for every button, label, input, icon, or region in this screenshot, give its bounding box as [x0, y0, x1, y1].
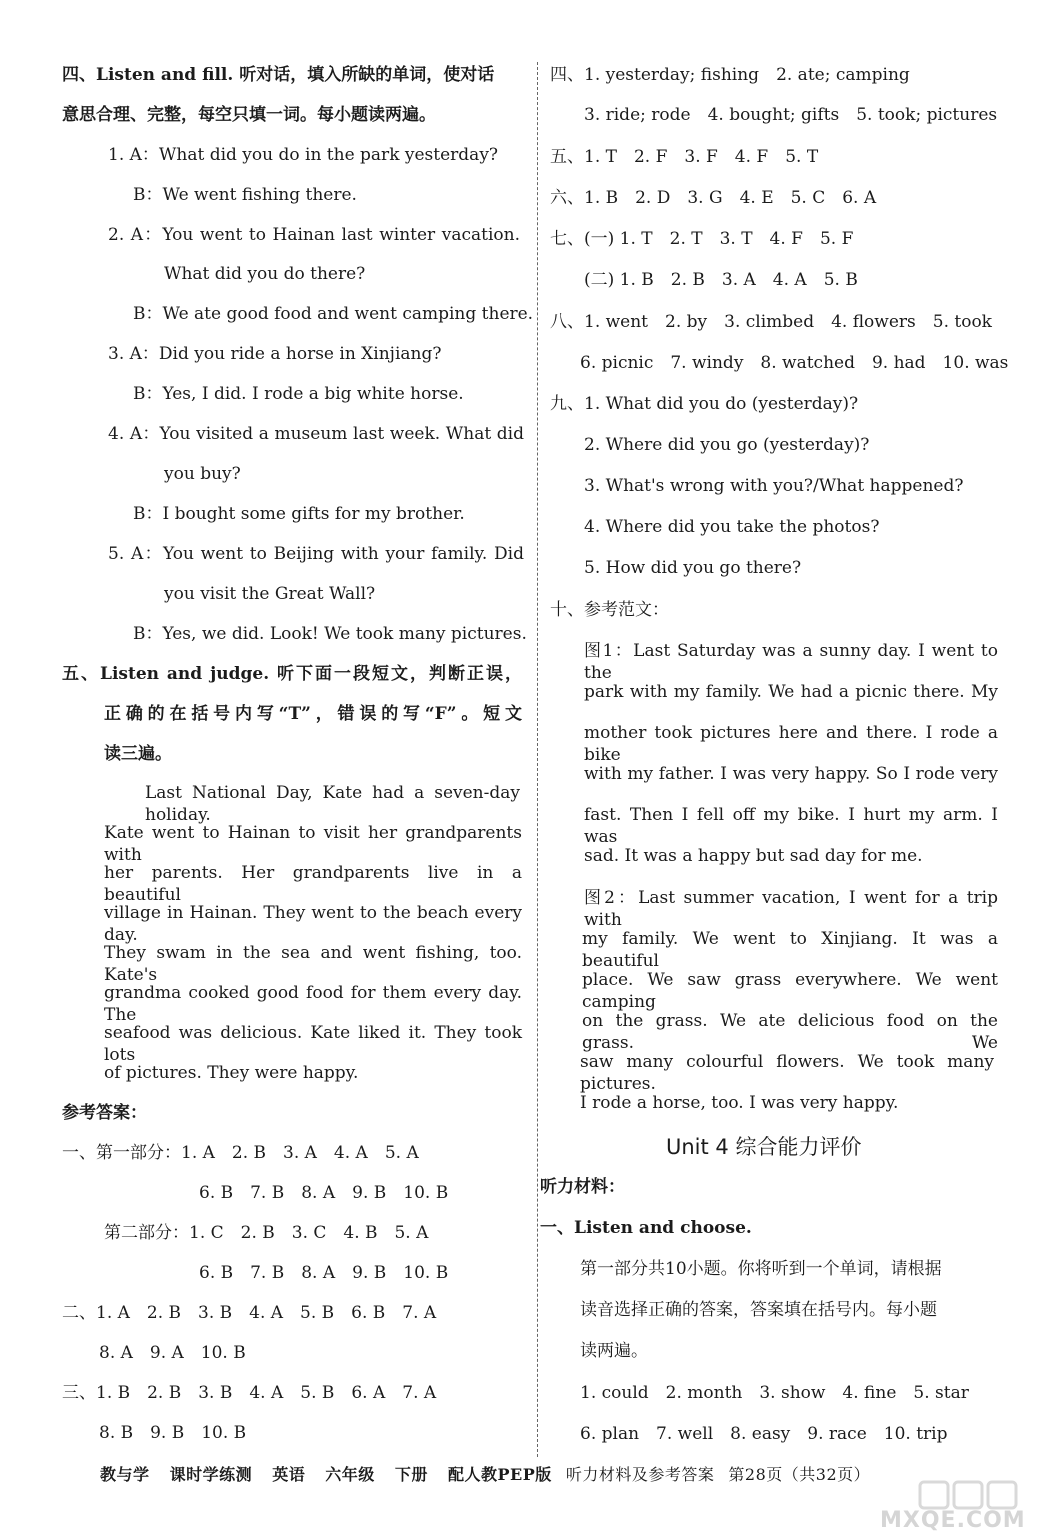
footer-subject: 英语 [272, 1465, 306, 1484]
section-5-heading: 五、Listen and judge. 听下面一段短文，判断正误， [62, 664, 522, 684]
answer-row: 二、1. A 2. B 3. B 4. A 5. B 6. B 7. A [62, 1303, 437, 1323]
dialog-4-a: 4. A：You visited a museum last week. What did [108, 424, 524, 444]
answer-row: 6. B 7. B 8. A 9. B 10. B [199, 1263, 449, 1283]
essay-line: sad. It was a happy but sad day for me. [584, 846, 923, 866]
dialog-2-a-cont: What did you do there? [164, 264, 366, 284]
footer-volume: 下册 [394, 1465, 428, 1484]
footer-section: 听力材料及参考答案 [565, 1465, 715, 1484]
answer-row: 六、1. B 2. D 3. G 4. E 5. C 6. A [550, 188, 877, 208]
section-1-desc: 第一部分共10小题。你将听到一个单词，请根据 [580, 1259, 942, 1279]
dialog-5-a: 5. A：You went to Beijing with your family. Did [108, 544, 524, 564]
passage-line: her parents. Her grandparents live in a beautiful [104, 863, 522, 905]
answer-row: 一、第一部分：1. A 2. B 3. A 4. A 5. A [62, 1143, 419, 1163]
answer-row: 3. What's wrong with you?/What happened? [584, 476, 964, 496]
page-footer [100, 1462, 870, 1485]
unit-title: Unit 4 综合能力评价 [666, 1135, 862, 1159]
passage-line: Kate went to Hainan to visit her grandparents with [104, 823, 522, 865]
essay-line: saw many colourful flowers. We took many pictures. [580, 1052, 994, 1094]
essay-line: 图2：Last summer vacation, I went for a trip with [584, 888, 998, 930]
footer-brand: 教与学 [100, 1465, 150, 1484]
footer-grade: 六年级 [325, 1465, 375, 1484]
answer-row: 3. ride; rode 4. bought; gifts 5. took; pictures [584, 105, 998, 125]
answer-row: 6. B 7. B 8. A 9. B 10. B [199, 1183, 449, 1203]
dialog-2-b: B：We ate good food and went camping there. [133, 304, 534, 324]
model-essay-heading: 十、参考范文： [550, 600, 669, 620]
dialog-4-b: B：I bought some gifts for my brother. [133, 504, 465, 524]
essay-line: on the grass. We ate delicious food on the grass. We [582, 1011, 998, 1053]
dialog-1-a: 1. A：What did you do in the park yesterday? [108, 145, 499, 165]
section-5-heading-end: 读三遍。 [104, 744, 172, 764]
essay-line: fast. Then I fell off my bike. I hurt my arm. I was [584, 805, 998, 847]
watermark [880, 1478, 1040, 1536]
answer-row: 四、1. yesterday; fishing 2. ate; camping [550, 65, 910, 85]
answer-row: (二) 1. B 2. B 3. A 4. A 5. B [584, 270, 858, 290]
section-5-heading-cont: 正确的在括号内写“T”，错误的写“F”。短文 [104, 704, 522, 724]
dialog-3-a: 3. A：Did you ride a horse in Xinjiang? [108, 344, 442, 364]
answer-row: 九、1. What did you do (yesterday)? [550, 394, 859, 414]
section-4-heading: 四、Listen and fill. 听对话，填入所缺的单词，使对话 [62, 65, 495, 85]
passage-line: Last National Day, Kate had a seven-day holiday. [145, 783, 520, 825]
answer-row: 三、1. B 2. B 3. B 4. A 5. B 6. A 7. A [62, 1383, 437, 1403]
footer-series: 课时学练测 [169, 1465, 253, 1484]
dialog-3-b: B：Yes, I did. I rode a big white horse. [133, 384, 464, 404]
answer-row: 八、1. went 2. by 3. climbed 4. flowers 5. took [550, 312, 992, 332]
watermark-text: MXQE.COM [880, 1508, 1026, 1533]
answer-row: 8. B 9. B 10. B [99, 1423, 247, 1443]
essay-line: mother took pictures here and there. I rode a bike [584, 723, 998, 765]
footer-page-number: 第28页（共32页） [728, 1465, 871, 1484]
dialog-2-a: 2. A：You went to Hainan last winter vacation. [108, 225, 520, 245]
dialog-5-a-cont: you visit the Great Wall? [164, 584, 376, 604]
listening-material-heading: 听力材料： [540, 1177, 625, 1197]
dialog-1-b: B：We went fishing there. [133, 185, 357, 205]
footer-edition: 配人教PEP版 [447, 1465, 552, 1484]
section-1-desc: 读音选择正确的答案，答案填在括号内。每小题 [580, 1300, 937, 1320]
passage-line: village in Hainan. They went to the beach every day. [104, 903, 522, 945]
answer-row: 2. Where did you go (yesterday)? [584, 435, 870, 455]
essay-line: 图1：Last Saturday was a sunny day. I went to the [584, 641, 998, 683]
passage-line: They swam in the sea and went fishing, too. Kate's [104, 943, 522, 985]
answer-row: 8. A 9. A 10. B [99, 1343, 246, 1363]
section-4-heading-cont: 意思合理、完整，每空只填一词。每小题读两遍。 [62, 105, 436, 125]
section-1-heading: 一、Listen and choose. [540, 1218, 752, 1238]
essay-line: I rode a horse, too. I was very happy. [580, 1093, 899, 1113]
answer-row: 第二部分：1. C 2. B 3. C 4. B 5. A [104, 1223, 429, 1243]
column-divider [537, 62, 538, 1457]
watermark-logo-icon [918, 1478, 1018, 1512]
passage-line: seafood was delicious. Kate liked it. They took lots [104, 1023, 522, 1065]
answer-row: 6. picnic 7. windy 8. watched 9. had 10. was [580, 353, 1009, 373]
answer-row: 4. Where did you take the photos? [584, 517, 880, 537]
essay-line: with my father. I was very happy. So I rode very [584, 764, 998, 784]
answer-row: 七、(一) 1. T 2. T 3. T 4. F 5. F [550, 229, 854, 249]
passage-line: grandma cooked good food for them every day. The [104, 983, 522, 1025]
passage-line: of pictures. They were happy. [104, 1063, 359, 1083]
essay-line: my family. We went to Xinjiang. It was a beautiful [582, 929, 998, 971]
word-list: 1. could 2. month 3. show 4. fine 5. star [580, 1383, 969, 1403]
word-list: 6. plan 7. well 8. easy 9. race 10. trip [580, 1424, 948, 1444]
dialog-5-b: B：Yes, we did. Look! We took many pictures. [133, 624, 527, 644]
answer-row: 五、1. T 2. F 3. F 4. F 5. T [550, 147, 819, 167]
section-1-desc: 读两遍。 [580, 1341, 648, 1361]
answer-row: 5. How did you go there? [584, 558, 802, 578]
essay-line: park with my family. We had a picnic there. My [584, 682, 998, 702]
dialog-4-a-cont: you buy? [164, 464, 241, 484]
essay-line: place. We saw grass everywhere. We went camping [582, 970, 998, 1012]
answers-heading: 参考答案： [62, 1103, 147, 1123]
